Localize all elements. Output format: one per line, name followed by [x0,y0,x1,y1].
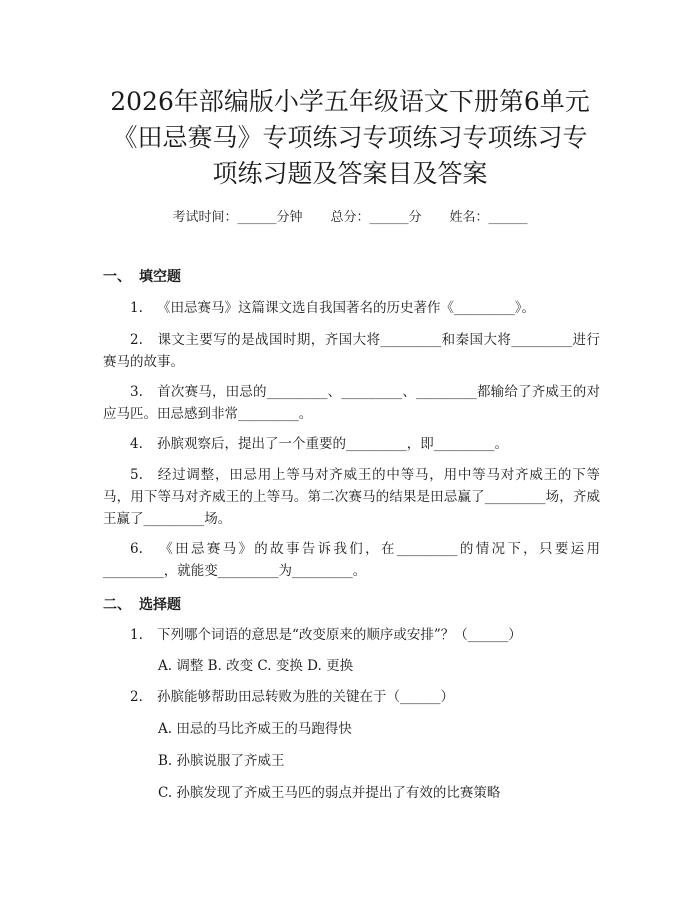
question [103,538,600,582]
answer-option-a: A. 田忌的马比齐威王的马跑得快 [158,721,352,737]
section-heading-fill-blank [103,266,181,286]
section-title: 填空题 [139,269,181,285]
question-number: 4. [130,436,143,452]
exam-score: 总分：______分 [330,210,422,225]
question-text: 课文主要写的是战国时期，齐国大将_________和秦国大将_________进行赛马的故事。 [103,332,600,370]
exam-meta [0,206,700,225]
question [103,464,600,530]
question-number: 2. [130,332,143,348]
question [103,329,600,373]
question [103,433,600,455]
question-number: 5. [130,467,143,483]
question [103,624,600,646]
question-number: 3. [130,384,143,400]
section-number: 一、 [103,269,131,285]
section-title: 选择题 [139,597,181,613]
question-text: 《田忌赛马》的故事告诉我们，在_________的情况下，只要运用_________，就能变_________为_________。 [103,541,600,579]
title-line-3: 项练习题及答案目及答案 [212,159,488,188]
question-text: 首次赛马，田忌的_________、_________、_________都输给了齐威王的对应马匹。田忌感到非常_________。 [103,384,600,422]
question-text: 孙膑能够帮助田忌转败为胜的关键在于（______） [157,689,454,705]
question [103,381,600,425]
question-number: 1. [130,627,143,643]
question [103,297,600,319]
question [103,686,600,708]
exam-name: 姓名：______ [449,210,528,225]
answer-option-b: B. 孙膑说服了齐威王 [158,753,285,769]
title-line-1: 2026年部编版小学五年级语文下册第6单元 [110,87,590,116]
answer-option-c: C. 孙膑发现了齐威王马匹的弱点并提出了有效的比赛策略 [158,785,501,801]
section-number: 二、 [103,597,131,613]
question-number: 1. [130,300,143,316]
question-number: 2. [130,689,143,705]
section-heading-multiple-choice [103,594,181,614]
title-line-2: 《田忌赛马》专项练习专项练习专项练习专 [112,123,588,152]
question-text: 下列哪个词语的意思是“改变原来的顺序或安排”？（______） [157,627,522,643]
exam-time: 考试时间：______分钟 [172,210,303,225]
document-title [60,84,640,192]
answer-options: A. 调整 B. 改变 C. 变换 D. 更换 [158,658,354,674]
question-text: 经过调整，田忌用上等马对齐威王的中等马，用中等马对齐威王的下等马，用下等马对齐威王的上等马。第二次赛马的结果是田忌赢了_________场，齐威王赢了_________场。 [103,467,600,527]
question-text: 孙膑观察后，提出了一个重要的_________，即_________。 [157,436,508,452]
question-number: 6. [130,541,143,557]
question-text: 《田忌赛马》这篇课文选自我国著名的历史著作《_________》。 [157,300,535,316]
